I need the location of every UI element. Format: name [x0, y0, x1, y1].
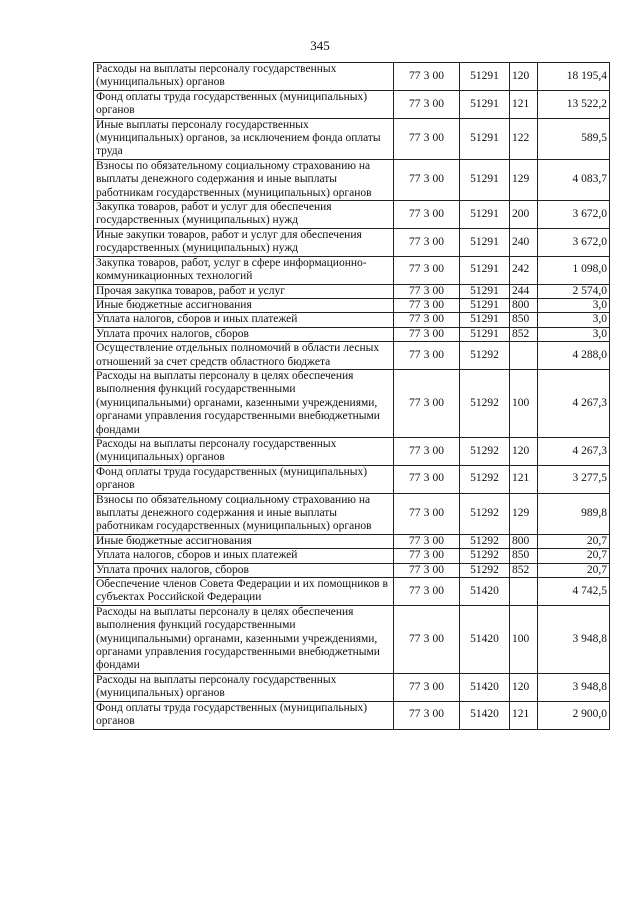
amount: 2 900,0	[538, 701, 610, 729]
subprogram-code-part: 3	[423, 69, 430, 82]
program-code-part: 77	[409, 132, 421, 145]
amount: 4 742,5	[538, 578, 610, 606]
expense-type-code: 129	[510, 159, 538, 200]
program-code-part: 77	[409, 396, 421, 409]
amount: 3 672,0	[538, 228, 610, 256]
program-code	[394, 369, 460, 437]
item-name: Взносы по обязательному социальному страхованию на выплаты денежного содержания и иные выплаты работникам государственных (муниципальных) органов	[94, 159, 394, 200]
item-name: Расходы на выплаты персоналу государственных (муниципальных) органов	[94, 673, 394, 701]
program-code	[394, 673, 460, 701]
item-name: Закупка товаров, работ, услуг в сфере информационно-коммуникационных технологий	[94, 256, 394, 284]
program-code	[394, 437, 460, 465]
subprogram-code-part: 3	[423, 207, 430, 220]
program-code	[394, 63, 460, 91]
table-row	[94, 90, 610, 118]
program-code	[394, 563, 460, 577]
program-code	[394, 228, 460, 256]
table-row	[94, 465, 610, 493]
subprogram-code-part: 3	[423, 97, 430, 110]
table-row	[94, 118, 610, 159]
item-name: Фонд оплаты труда государственных (муниципальных) органов	[94, 90, 394, 118]
direction-code: 51292	[460, 563, 510, 577]
table-row	[94, 437, 610, 465]
amount: 20,7	[538, 563, 610, 577]
table-row	[94, 493, 610, 534]
amount: 3,0	[538, 327, 610, 341]
expense-type-code: 242	[510, 256, 538, 284]
event-code-part: 00	[432, 284, 444, 297]
program-code-part: 77	[409, 348, 421, 361]
event-code-part: 00	[432, 444, 444, 457]
program-code	[394, 90, 460, 118]
direction-code: 51291	[460, 256, 510, 284]
program-code	[394, 493, 460, 534]
subprogram-code-part: 3	[423, 298, 430, 311]
item-name: Фонд оплаты труда государственных (муниципальных) органов	[94, 701, 394, 729]
table-row	[94, 369, 610, 437]
program-code-part: 77	[409, 549, 421, 562]
amount: 3,0	[538, 313, 610, 327]
item-name: Уплата прочих налогов, сборов	[94, 563, 394, 577]
expense-type-code: 120	[510, 437, 538, 465]
direction-code: 51291	[460, 201, 510, 229]
item-name: Прочая закупка товаров, работ и услуг	[94, 284, 394, 298]
program-code-part: 77	[409, 97, 421, 110]
direction-code: 51291	[460, 159, 510, 200]
program-code	[394, 327, 460, 341]
table-row	[94, 701, 610, 729]
table-row	[94, 159, 610, 200]
amount: 2 574,0	[538, 284, 610, 298]
direction-code: 51292	[460, 549, 510, 563]
program-code	[394, 159, 460, 200]
event-code-part: 00	[432, 584, 444, 597]
subprogram-code-part: 3	[423, 284, 430, 297]
program-code-part: 77	[409, 632, 421, 645]
subprogram-code-part: 3	[423, 549, 430, 562]
expense-type-code: 121	[510, 90, 538, 118]
program-code	[394, 549, 460, 563]
program-code-part: 77	[409, 563, 421, 576]
event-code-part: 00	[432, 313, 444, 326]
event-code-part: 00	[432, 680, 444, 693]
event-code-part: 00	[432, 327, 444, 340]
direction-code: 51420	[460, 673, 510, 701]
subprogram-code-part: 3	[423, 563, 430, 576]
amount: 20,7	[538, 534, 610, 548]
amount: 3 948,8	[538, 605, 610, 673]
subprogram-code-part: 3	[423, 472, 430, 485]
amount: 989,8	[538, 493, 610, 534]
event-code-part: 00	[432, 173, 444, 186]
subprogram-code-part: 3	[423, 348, 430, 361]
program-code	[394, 256, 460, 284]
expense-type-code: 120	[510, 63, 538, 91]
expense-type-code: 121	[510, 465, 538, 493]
item-name: Уплата налогов, сборов и иных платежей	[94, 549, 394, 563]
event-code-part: 00	[432, 263, 444, 276]
expense-type-code: 850	[510, 313, 538, 327]
event-code-part: 00	[432, 348, 444, 361]
table-row	[94, 578, 610, 606]
subprogram-code-part: 3	[423, 235, 430, 248]
expense-type-code: 122	[510, 118, 538, 159]
expense-type-code: 852	[510, 327, 538, 341]
item-name: Иные бюджетные ассигнования	[94, 298, 394, 312]
item-name: Иные закупки товаров, работ и услуг для обеспечения государственных (муниципальных) нужд	[94, 228, 394, 256]
item-name: Расходы на выплаты персоналу в целях обеспечения выполнения функций государственными (муниципальными) органами, казенными учреждениями, органами управления государственными внебюджетными фондами	[94, 605, 394, 673]
event-code-part: 00	[432, 235, 444, 248]
direction-code: 51291	[460, 63, 510, 91]
direction-code: 51292	[460, 493, 510, 534]
amount: 3 672,0	[538, 201, 610, 229]
program-code-part: 77	[409, 173, 421, 186]
program-code	[394, 578, 460, 606]
program-code-part: 77	[409, 263, 421, 276]
expense-type-code: 100	[510, 605, 538, 673]
program-code-part: 77	[409, 584, 421, 597]
direction-code: 51420	[460, 578, 510, 606]
event-code-part: 00	[432, 472, 444, 485]
item-name: Закупка товаров, работ и услуг для обеспечения государственных (муниципальных) нужд	[94, 201, 394, 229]
item-name: Расходы на выплаты персоналу государственных (муниципальных) органов	[94, 437, 394, 465]
table-row	[94, 342, 610, 370]
program-code	[394, 342, 460, 370]
budget-table	[93, 62, 610, 730]
program-code-part: 77	[409, 327, 421, 340]
program-code	[394, 534, 460, 548]
table-row	[94, 256, 610, 284]
event-code-part: 00	[432, 708, 444, 721]
table-row	[94, 563, 610, 577]
program-code-part: 77	[409, 284, 421, 297]
program-code	[394, 605, 460, 673]
expense-type-code: 800	[510, 534, 538, 548]
expense-type-code: 129	[510, 493, 538, 534]
amount: 589,5	[538, 118, 610, 159]
expense-type-code	[510, 578, 538, 606]
program-code-part: 77	[409, 708, 421, 721]
table-row	[94, 673, 610, 701]
program-code	[394, 298, 460, 312]
program-code-part: 77	[409, 680, 421, 693]
event-code-part: 00	[432, 298, 444, 311]
amount: 4 267,3	[538, 437, 610, 465]
item-name: Обеспечение членов Совета Федерации и их помощников в субъектах Российской Федерации	[94, 578, 394, 606]
table-row	[94, 63, 610, 91]
amount: 3 948,8	[538, 673, 610, 701]
expense-type-code	[510, 342, 538, 370]
direction-code: 51291	[460, 228, 510, 256]
program-code	[394, 313, 460, 327]
direction-code: 51291	[460, 313, 510, 327]
item-name: Иные бюджетные ассигнования	[94, 534, 394, 548]
event-code-part: 00	[432, 132, 444, 145]
table-row	[94, 327, 610, 341]
subprogram-code-part: 3	[423, 173, 430, 186]
program-code	[394, 701, 460, 729]
amount: 3,0	[538, 298, 610, 312]
direction-code: 51291	[460, 327, 510, 341]
expense-type-code: 852	[510, 563, 538, 577]
program-code-part: 77	[409, 207, 421, 220]
program-code-part: 77	[409, 444, 421, 457]
program-code-part: 77	[409, 235, 421, 248]
subprogram-code-part: 3	[423, 680, 430, 693]
direction-code: 51292	[460, 369, 510, 437]
subprogram-code-part: 3	[423, 632, 430, 645]
amount: 1 098,0	[538, 256, 610, 284]
direction-code: 51291	[460, 118, 510, 159]
direction-code: 51291	[460, 284, 510, 298]
expense-type-code: 120	[510, 673, 538, 701]
subprogram-code-part: 3	[423, 327, 430, 340]
expense-type-code: 850	[510, 549, 538, 563]
subprogram-code-part: 3	[423, 263, 430, 276]
page-number: 345	[310, 38, 330, 53]
item-name: Иные выплаты персоналу государственных (муниципальных) органов, за исключением фонда оплаты труда	[94, 118, 394, 159]
event-code-part: 00	[432, 632, 444, 645]
table-row	[94, 298, 610, 312]
table-row	[94, 605, 610, 673]
amount: 4 288,0	[538, 342, 610, 370]
event-code-part: 00	[432, 396, 444, 409]
expense-type-code: 240	[510, 228, 538, 256]
program-code	[394, 465, 460, 493]
table-body	[94, 63, 610, 730]
direction-code: 51291	[460, 298, 510, 312]
program-code	[394, 118, 460, 159]
item-name: Расходы на выплаты персоналу государственных (муниципальных) органов	[94, 63, 394, 91]
table-row	[94, 534, 610, 548]
event-code-part: 00	[432, 97, 444, 110]
item-name: Фонд оплаты труда государственных (муниципальных) органов	[94, 465, 394, 493]
item-name: Осуществление отдельных полномочий в области лесных отношений за счет средств областного бюджета	[94, 342, 394, 370]
expense-type-code: 800	[510, 298, 538, 312]
amount: 13 522,2	[538, 90, 610, 118]
amount: 18 195,4	[538, 63, 610, 91]
amount: 4 083,7	[538, 159, 610, 200]
event-code-part: 00	[432, 69, 444, 82]
program-code-part: 77	[409, 534, 421, 547]
table-row	[94, 284, 610, 298]
item-name: Уплата налогов, сборов и иных платежей	[94, 313, 394, 327]
amount: 4 267,3	[538, 369, 610, 437]
event-code-part: 00	[432, 207, 444, 220]
program-code	[394, 201, 460, 229]
direction-code: 51292	[460, 465, 510, 493]
program-code-part: 77	[409, 298, 421, 311]
subprogram-code-part: 3	[423, 534, 430, 547]
event-code-part: 00	[432, 549, 444, 562]
expense-type-code: 200	[510, 201, 538, 229]
item-name: Уплата прочих налогов, сборов	[94, 327, 394, 341]
table-row	[94, 313, 610, 327]
item-name: Взносы по обязательному социальному страхованию на выплаты денежного содержания и иные выплаты работникам государственных (муниципальных) органов	[94, 493, 394, 534]
subprogram-code-part: 3	[423, 708, 430, 721]
subprogram-code-part: 3	[423, 507, 430, 519]
item-name: Расходы на выплаты персоналу в целях обеспечения выполнения функций государственными (муниципальными) органами, казенными учреждениями, органами управления государственными внебюджетными фондами	[94, 369, 394, 437]
subprogram-code-part: 3	[423, 313, 430, 326]
program-code-part: 77	[409, 69, 421, 82]
direction-code: 51292	[460, 437, 510, 465]
expense-type-code: 121	[510, 701, 538, 729]
subprogram-code-part: 3	[423, 584, 430, 597]
amount: 3 277,5	[538, 465, 610, 493]
expense-type-code: 244	[510, 284, 538, 298]
table-row	[94, 549, 610, 563]
direction-code: 51292	[460, 342, 510, 370]
event-code-part: 00	[432, 534, 444, 547]
program-code-part: 77	[409, 507, 421, 519]
program-code	[394, 284, 460, 298]
direction-code: 51420	[460, 605, 510, 673]
direction-code: 51291	[460, 90, 510, 118]
table-row	[94, 201, 610, 229]
subprogram-code-part: 3	[423, 444, 430, 457]
direction-code: 51292	[460, 534, 510, 548]
event-code-part: 00	[432, 563, 444, 576]
direction-code: 51420	[460, 701, 510, 729]
event-code-part: 00	[432, 507, 444, 519]
subprogram-code-part: 3	[423, 396, 430, 409]
program-code-part: 77	[409, 313, 421, 326]
program-code-part: 77	[409, 472, 421, 485]
expense-type-code: 100	[510, 369, 538, 437]
subprogram-code-part: 3	[423, 132, 430, 145]
table-row	[94, 228, 610, 256]
amount: 20,7	[538, 549, 610, 563]
